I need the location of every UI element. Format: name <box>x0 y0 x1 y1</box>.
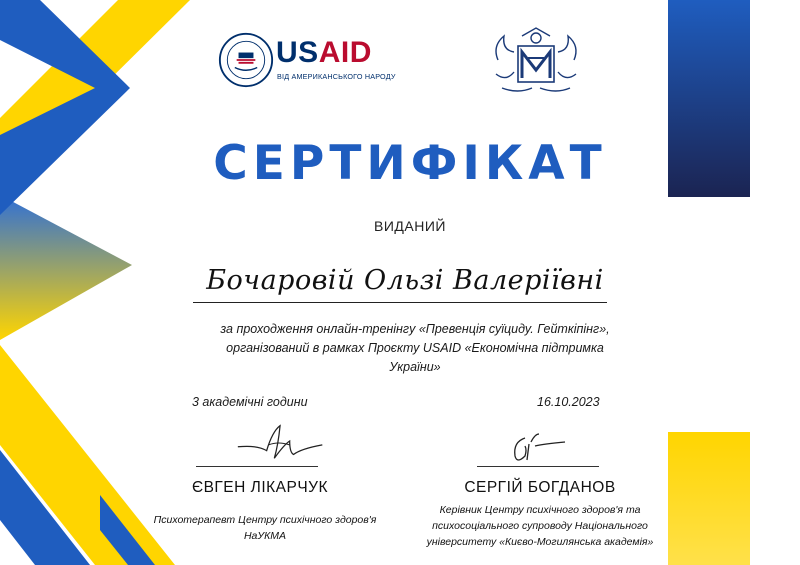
recipient-underline <box>193 302 607 303</box>
signatory-name-2: СЕРГІЙ БОГДАНОВ <box>464 479 616 496</box>
role-line: Керівник Центру психічного здоров'я та <box>439 504 641 516</box>
role-line: НаУКМА <box>243 530 287 542</box>
signatory-role-1 <box>150 512 380 544</box>
usaid-seal-icon <box>218 32 274 88</box>
recipient-name: Бочаровій Ользі Валеріївні <box>206 265 604 296</box>
usaid-subtitle: ВІД АМЕРИКАНСЬКОГО НАРОДУ <box>277 72 396 81</box>
course-description <box>165 320 665 377</box>
description-line: за проходження онлайн-тренінгу «Превенція суїциду. Гейткіпінг», <box>220 322 610 336</box>
certificate-title: СЕРТИФІКАТ <box>213 136 607 191</box>
signatory-role-2 <box>405 502 675 550</box>
deco-gradient-triangle <box>0 195 132 340</box>
description-line: України» <box>389 360 441 374</box>
issue-date: 16.10.2023 <box>537 395 600 409</box>
signature-line-2 <box>477 466 599 467</box>
issued-label: ВИДАНИЙ <box>374 218 446 234</box>
description-line: організований в рамках Проєкту USAID «Економічна підтримка <box>226 341 604 355</box>
academic-hours: 3 академічні години <box>192 395 308 409</box>
signature-bogdanov <box>505 428 585 468</box>
signature-line-1 <box>196 466 318 467</box>
role-line: університету «Києво-Могилянська академія» <box>426 536 654 548</box>
deco-right-blue-bar <box>668 0 750 197</box>
deco-right-yellow-bar <box>668 432 750 565</box>
signature-likarchuk <box>232 418 332 466</box>
usaid-wordmark: USAID <box>276 36 372 69</box>
role-line: психосоціального супроводу Національного <box>432 520 648 532</box>
signatory-name-1: ЄВГЕН ЛІКАРЧУК <box>191 479 329 496</box>
naukma-emblem-icon <box>488 22 584 98</box>
role-line: Психотерапевт Центру психічного здоров'я <box>153 514 377 526</box>
